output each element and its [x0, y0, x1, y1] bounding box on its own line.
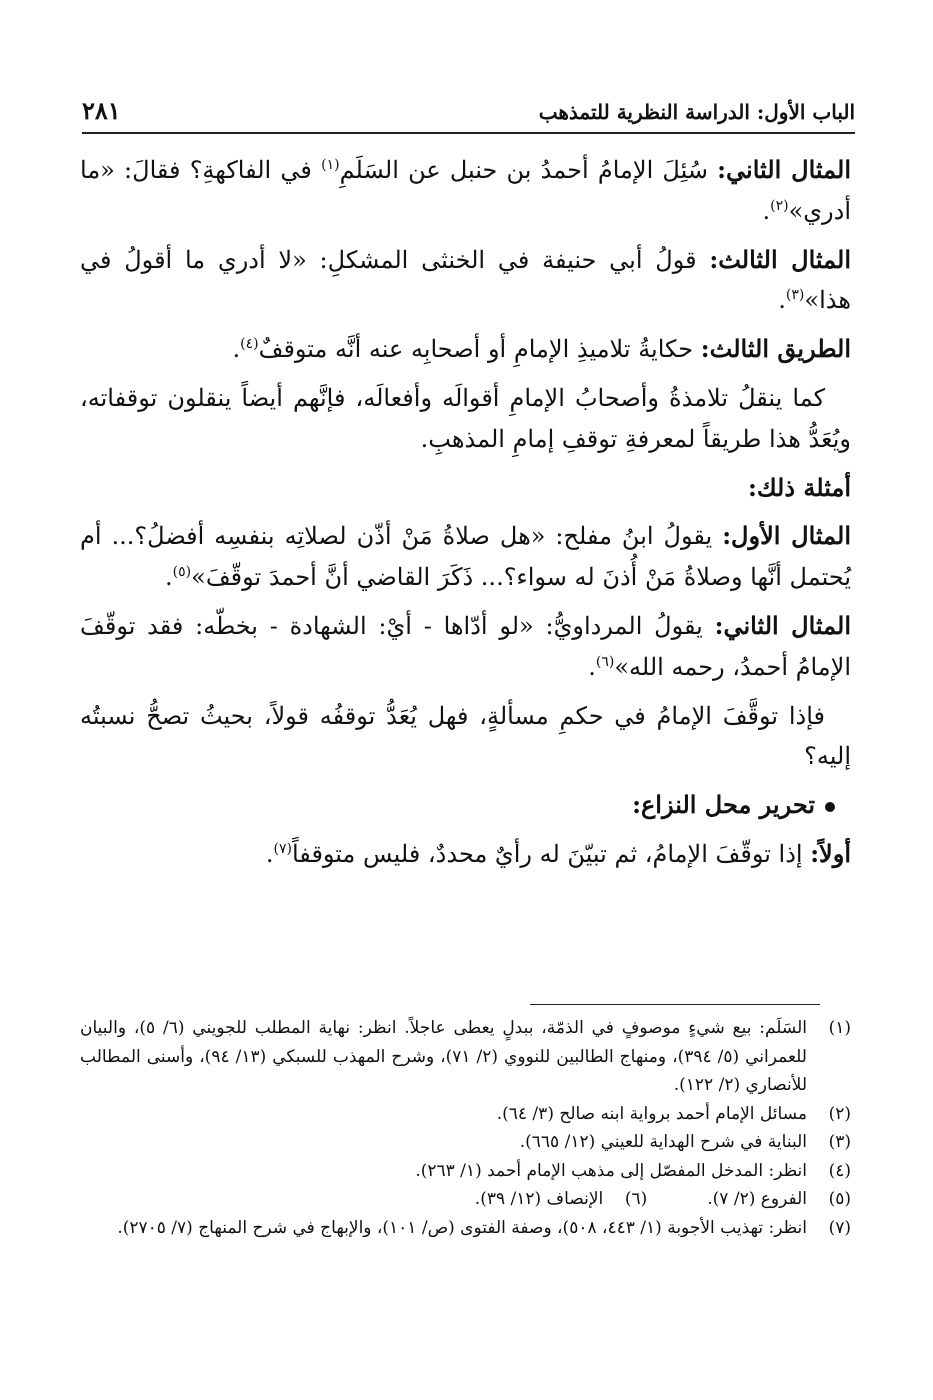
running-title: الباب الأول: الدراسة النظرية للتمذهب [538, 100, 855, 124]
footnote-ref[interactable]: (٣) [785, 287, 805, 304]
page-number: ٢٨١ [82, 96, 121, 125]
footnote-ref[interactable]: (٦) [595, 653, 615, 670]
paragraph-text: . [165, 563, 173, 592]
footnote-text: الفروع (٢/ ٧). [707, 1189, 807, 1210]
point-heading: أولاً: [810, 838, 851, 868]
footnote-ref[interactable]: (١) [321, 157, 340, 173]
footnote-row [80, 1185, 851, 1214]
footnote-text: انظر: المدخل المفصّل إلى مذهب الإمام أحمد (١/ ٢٦٣). [415, 1160, 807, 1181]
footnote-number: (٤) [828, 1160, 851, 1181]
paragraph-text: يقولُ المرداويُّ: «لو أدّاها - أيْ: الشهادة - بخطّه: فقد توقّفَ الإمامُ أحمدُ، رحمه الله» [80, 611, 851, 681]
footnote [80, 1214, 851, 1243]
paragraph-text: . [762, 196, 771, 225]
paragraph-text: . [588, 652, 596, 681]
bullet-heading [80, 785, 851, 826]
example-heading: المثال الثاني: [714, 610, 852, 640]
paragraph-text: . [232, 335, 241, 364]
footnote [80, 1157, 851, 1186]
paragraph [80, 516, 851, 598]
paragraph-text: قولُ أبي حنيفة في الخنثى المشكلِ: «لا أدري ما أقولُ في هذا» [80, 245, 851, 315]
paragraph [80, 150, 851, 232]
footnote-number: (٧) [828, 1217, 851, 1238]
paragraph: كما ينقلُ تلامذةُ وأصحابُ الإمامِ أقوالَه وأفعالَه، فإنَّهم أيضاً ينقلون توقفاته، ويُعَدُّ هذا طريقاً لمعرفةِ توقفِ إمامِ المذهبِ. [80, 383, 851, 453]
example-heading: المثال الثاني: [717, 155, 852, 184]
footnotes [80, 1014, 851, 1242]
main-text [80, 150, 851, 883]
examples-heading: أمثلة ذلك: [747, 472, 851, 502]
footnote-text: انظر: تهذيب الأجوبة (١/ ٤٤٣، ٥٠٨)، وصفة الفتوى (ص/ ١٠١)، والإبهاج في شرح المنهاج (٧/ ٢٧٠٥). [117, 1217, 807, 1238]
paragraph [80, 240, 851, 322]
footnote-text: مسائل الإمام أحمد برواية ابنه صالح (٣/ ٦٤). [496, 1103, 807, 1124]
section-heading: الطريق الثالث: [700, 334, 851, 364]
footnote-number: (٦) [624, 1189, 648, 1210]
paragraph-text: إذا توقّفَ الإمامُ، ثم تبيّنَ له رأيٌ محددٌ، فليس متوقفاً [291, 839, 811, 868]
example-heading: المثال الثالث: [709, 244, 851, 274]
footnote [80, 1014, 851, 1100]
footnote-rule [530, 1004, 820, 1005]
running-header [82, 96, 855, 130]
footnote-ref[interactable]: (٧) [273, 840, 292, 857]
footnote [80, 1100, 851, 1129]
footnote-number: (٣) [828, 1132, 851, 1153]
footnote-number: (١) [828, 1018, 851, 1038]
example-heading: المثال الأول: [722, 521, 851, 551]
footnote-ref[interactable]: (٤) [240, 336, 259, 353]
header-rule [82, 132, 855, 134]
footnote-text: السَلَم: بيع شيءٍ موصوفٍ في الذمّة، ببدلٍ يعطى عاجلاً. انظر: نهاية المطلب للجويني (٦/ ٥)، والبيان للعمراني (٥/ ٣٩٤)، ومنهاج الطالبين للنووي (٢/ ٧١)، وشرح المهذب للسبكي (١٣/ ٩٤)، وأسنى المطالب للأنصاري (٢/ ١٢٢). [80, 1018, 808, 1096]
paragraph-text: سُئِلَ الإمامُ أحمدُ بن حنبل عن السَلَمِ [339, 156, 718, 184]
footnote [707, 1185, 851, 1214]
paragraph-text: حكايةُ تلاميذِ الإمامِ أو أصحابِه عنه أنَّه متوقفٌ [258, 335, 701, 364]
paragraph-text: يقولُ ابنُ مفلح: «هل صلاةُ مَنْ أذّن لصلاتِه بنفسِه أفضلُ؟... أم يُحتمل أنَّها وصلاةُ مَنْ أُذنَ له سواء؟... ذَكَرَ القاضي أنَّ أحمدَ توقّفَ» [80, 522, 851, 592]
footnote-text: الإنصاف (١٢/ ٣٩). [474, 1189, 604, 1210]
paragraph-text: . [265, 839, 274, 868]
paragraph [80, 329, 851, 370]
footnote-text: البناية في شرح الهداية للعيني (١٢/ ٦٦٥). [519, 1132, 807, 1153]
paragraph [80, 834, 851, 875]
bullet-heading-text: تحرير محل النزاع: [632, 790, 815, 820]
footnote [80, 1128, 851, 1157]
paragraph-text: في الفاكهةِ؟ فقالَ: «ما أدري» [80, 156, 851, 225]
bullet-icon [825, 802, 835, 812]
footnote-number: (٢) [828, 1103, 851, 1124]
footnote-ref[interactable]: (٥) [172, 564, 192, 581]
paragraph: فإذا توقَّفَ الإمامُ في حكمِ مسألةٍ، فهل يُعَدُّ توقفُه قولاً، بحيثُ تصحُّ نسبتُه إليه؟ [80, 701, 851, 771]
footnote-ref[interactable]: (٢) [770, 197, 789, 214]
paragraph-text: . [778, 286, 786, 315]
footnote-number: (٥) [828, 1189, 851, 1210]
paragraph [80, 606, 851, 688]
footnote [475, 1185, 647, 1214]
